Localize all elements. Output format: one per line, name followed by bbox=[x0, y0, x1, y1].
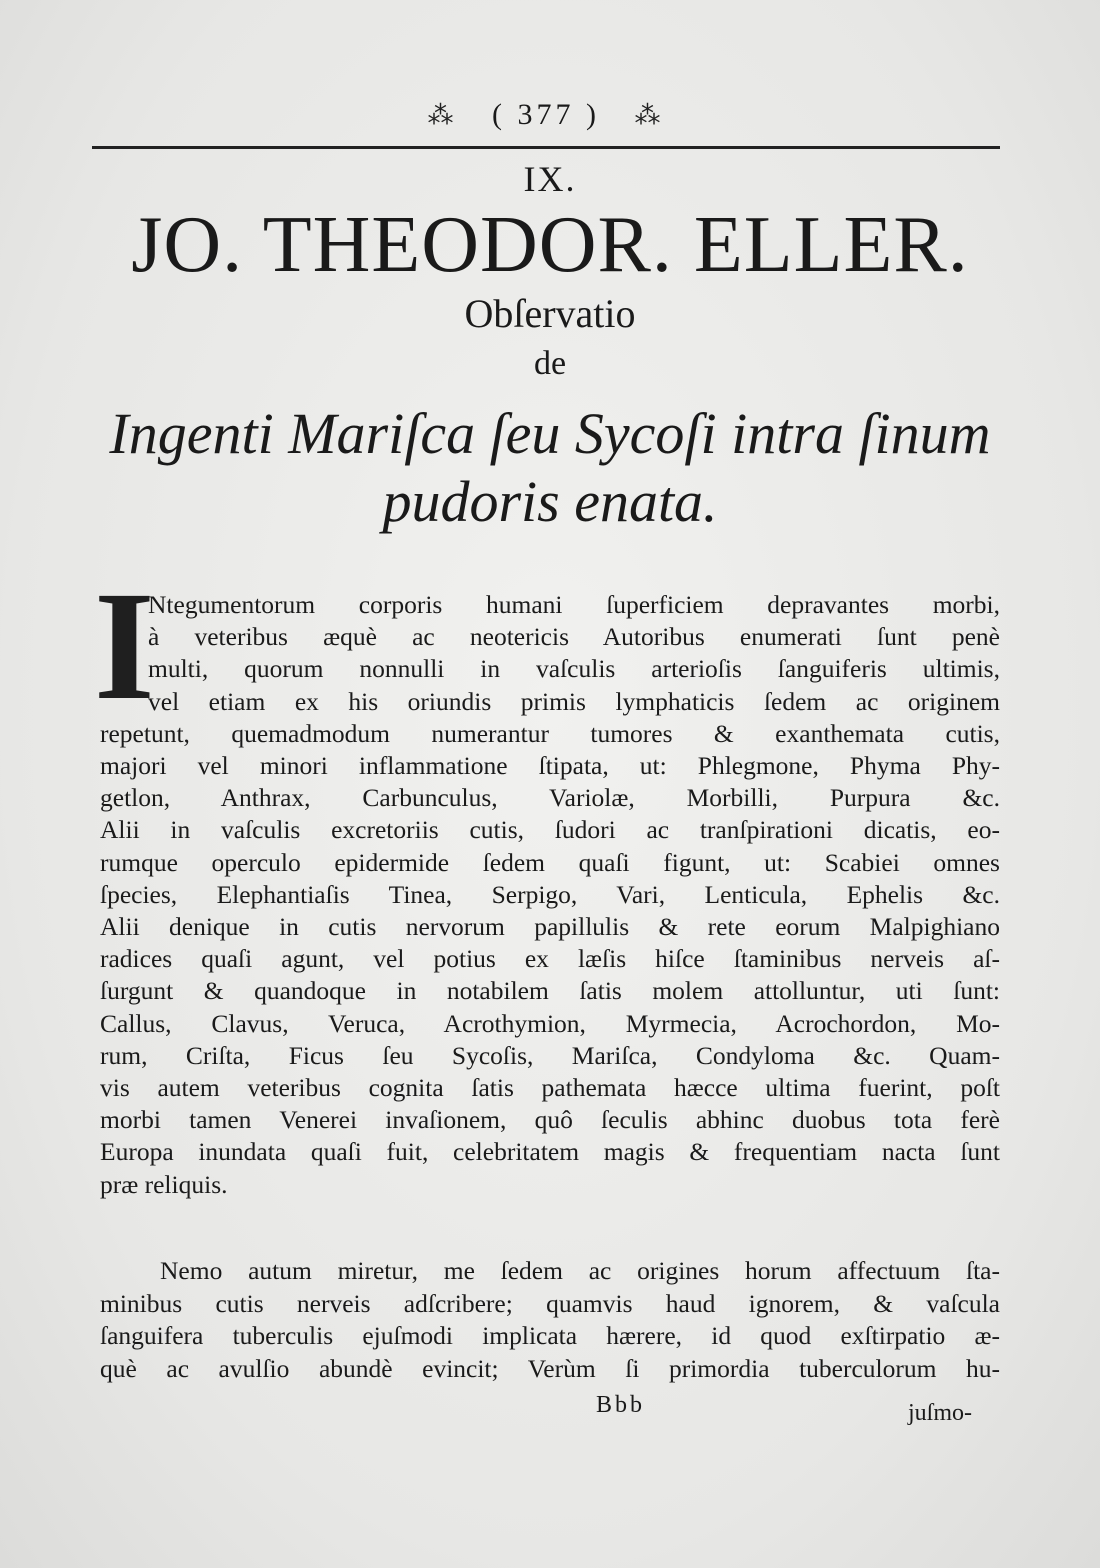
catchword: juſmo- bbox=[908, 1400, 972, 1426]
text-line: Callus, Clavus, Veruca, Acrothymion, Myrmecia, Acrochordon, Mo- bbox=[100, 1008, 1000, 1038]
text-line: ſanguifera tuberculis ejuſmodi implicata hærere, id quod exſtirpatio æ- bbox=[100, 1321, 1000, 1350]
text-line: majori vel minori inflammatione ſtipata, ut: Phlegmone, Phyma Phy- bbox=[100, 751, 1000, 780]
text-line: præ reliquis. bbox=[100, 1169, 228, 1199]
text-line: ſurgunt & quandoque in notabilem ſatis molem attolluntur, uti ſunt: bbox=[100, 976, 1000, 1006]
text-line: Europa inundata quaſi fuit, celebritatem magis & frequentiam nacta ſunt bbox=[100, 1137, 1000, 1167]
text-line: Nemo autum miretur, me ſedem ac origines horum affectuum ſta- bbox=[160, 1256, 1000, 1285]
text-line: rumque operculo epidermide ſedem quaſi figunt, ut: Scabiei omnes bbox=[100, 847, 1000, 877]
running-header bbox=[92, 98, 1000, 150]
text-line: Alii denique in cutis nervorum papillulis & rete eorum Malpighiano bbox=[100, 912, 1000, 941]
text-line: à veteribus æquè ac neotericis Autoribus enumerati ſunt penè bbox=[148, 622, 1000, 652]
text-line: vel etiam ex his oriundis primis lymphaticis ſedem ac originem bbox=[148, 686, 1000, 716]
text-line: multi, quorum nonnulli in vaſculis arterioſis ſanguiferis ultimis, bbox=[148, 654, 1000, 684]
header-rule bbox=[92, 146, 1000, 149]
text-line: ſpecies, Elephantiaſis Tinea, Serpigo, Vari, Lenticula, Ephelis &c. bbox=[100, 879, 1000, 909]
text-line: morbi tamen Venerei invaſionem, quô ſeculis abhinc duobus tota ferè bbox=[100, 1105, 1000, 1135]
text-line: vis autem veteribus cognita ſatis pathemata hæcce ultima fuerint, poſt bbox=[100, 1073, 1000, 1102]
section-numeral: IX. bbox=[523, 159, 577, 199]
text-line: radices quaſi agunt, vel potius ex læſis hiſce ſtaminibus nerveis aſ- bbox=[100, 944, 1000, 974]
article-title-line-1: Ingenti Mariſca ſeu Sycoſi intra ſinum bbox=[109, 401, 991, 466]
right-ornament-icon: ⁂ bbox=[634, 101, 665, 131]
text-line: rum, Criſta, Ficus ſeu Sycoſis, Mariſca, Condyloma &c. Quam- bbox=[100, 1040, 1000, 1070]
drop-cap: I bbox=[94, 559, 155, 732]
left-ornament-icon: ⁂ bbox=[427, 101, 458, 131]
text-line: minibus cutis nerveis adſcribere; quamvis haud ignorem, & vaſcula bbox=[100, 1288, 1000, 1318]
text-line: getlon, Anthrax, Carbunculus, Variolæ, Morbilli, Purpura &c. bbox=[100, 783, 1000, 813]
article-title-line-2: pudoris enata. bbox=[382, 469, 718, 534]
signature-mark: Bbb bbox=[596, 1392, 646, 1418]
author-name: JO. THEODOR. ELLER. bbox=[131, 201, 969, 289]
de-label: de bbox=[533, 345, 567, 382]
text-line: què ac avulſio abundè evincit; Verùm ſi primordia tuberculorum hu- bbox=[100, 1353, 1000, 1383]
text-line: Alii in vaſculis excretoriis cutis, ſudori ac tranſpirationi dicatis, eo- bbox=[100, 815, 1000, 845]
text-line: repetunt, quemadmodum numerantur tumores & exanthemata cutis, bbox=[100, 718, 1000, 748]
text-line: Ntegumentorum corporis humani ſuperficiem depravantes morbi, bbox=[148, 590, 1000, 619]
page-number: ( 377 ) bbox=[492, 98, 600, 131]
observatio-label: Obſervatio bbox=[464, 291, 636, 336]
